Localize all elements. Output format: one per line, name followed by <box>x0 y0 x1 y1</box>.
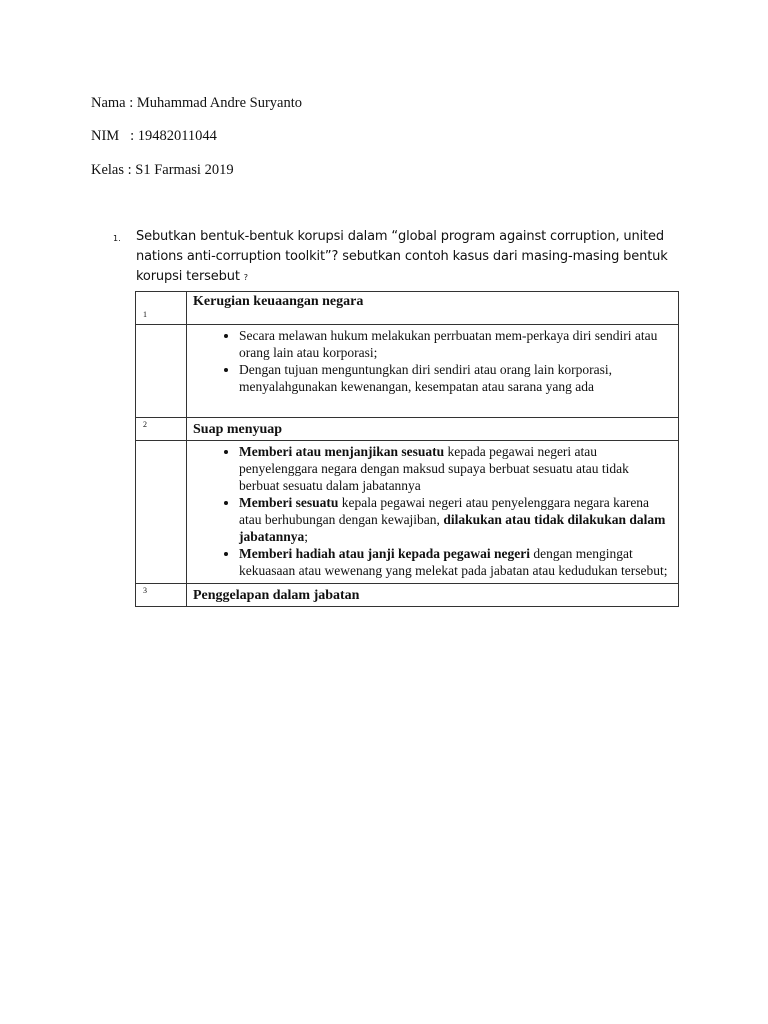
item-emphasis: Memberi hadiah atau janji kepada pegawai negeri <box>239 546 531 561</box>
list-item <box>239 361 672 395</box>
student-id-line: NIM : 19482011044 <box>91 128 217 144</box>
corruption-forms-table <box>135 291 679 607</box>
item-text: dengan mengingat kekuasaan atau wewenang yang melekat pada jabatan atau kedudukan tersebut; <box>239 546 668 578</box>
bullet-list <box>193 327 672 395</box>
item-text: Secara melawan hukum melakukan perrbuatan mem-perkaya diri sendiri atau orang lain atau korporasi; <box>239 328 658 360</box>
section-title: Suap menyuap <box>187 418 679 441</box>
table-row <box>136 325 679 418</box>
row-number: 2 <box>143 420 147 429</box>
item-text: Dengan tujuan menguntungkan diri sendiri atau orang lain korporasi, menyalahgunakan kewenangan, kesempatan atau sarana yang ada <box>239 362 613 394</box>
section-body <box>187 325 679 418</box>
table-row <box>136 441 679 584</box>
list-item <box>239 443 672 494</box>
item-text: kepada pegawai negeri atau penyelenggara negara dengan maksud supaya berbuat sesuatu atau tidak berbuat sesuatu dalam jabatannya <box>239 444 629 493</box>
question-mark: ? <box>243 273 248 282</box>
list-item <box>239 494 672 545</box>
item-emphasis: Memberi atau menjanjikan sesuatu <box>239 444 445 459</box>
list-item <box>239 327 672 361</box>
section-title: Kerugian keuaangan negara <box>187 292 679 325</box>
question-number: 1. <box>113 234 121 243</box>
item-text: kepala pegawai negeri atau penyelenggara negara karena atau berhubungan dengan kewajiban, <box>239 495 650 527</box>
student-name-line: Nama : Muhammad Andre Suryanto <box>91 95 303 111</box>
student-class-line: Kelas : S1 Farmasi 2019 <box>91 162 234 178</box>
section-body <box>187 441 679 584</box>
row-number-cell <box>136 584 187 607</box>
question-body: Sebutkan bentuk-bentuk korupsi dalam “global program against corruption, united nations anti-corruption toolkit”? sebutkan contoh kasus dari masing-masing bentuk korupsi tersebut <box>136 229 668 284</box>
table-row <box>136 584 679 607</box>
row-number: 3 <box>143 586 147 595</box>
row-number: 1 <box>143 310 147 319</box>
question-text <box>136 227 676 288</box>
item-emphasis: Memberi sesuatu <box>239 495 339 510</box>
row-number-cell <box>136 325 187 418</box>
row-number-cell <box>136 292 187 325</box>
bullet-list <box>193 443 672 579</box>
list-item <box>239 545 672 579</box>
table-row <box>136 418 679 441</box>
row-number-cell <box>136 441 187 584</box>
section-title: Penggelapan dalam jabatan <box>187 584 679 607</box>
table-row <box>136 292 679 325</box>
row-number-cell <box>136 418 187 441</box>
item-text: ; <box>304 529 309 544</box>
item-emphasis: dilakukan atau tidak dilakukan dalam jabatannya <box>239 512 666 544</box>
